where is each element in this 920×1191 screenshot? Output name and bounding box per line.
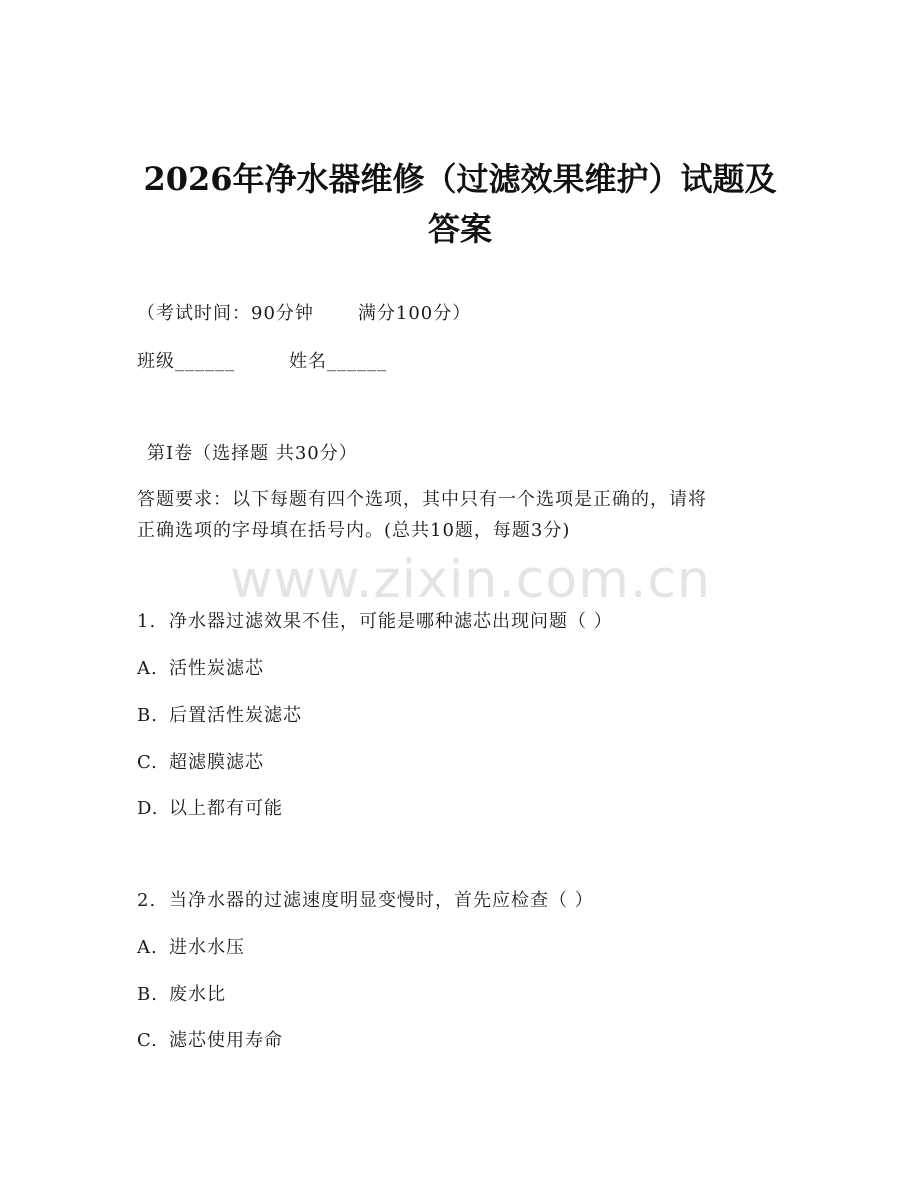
section-title: 第I卷（选择题 共30分） — [147, 443, 358, 464]
option-1d — [137, 797, 283, 821]
watermark: www.zixin.com.cn — [230, 550, 711, 610]
question-number: 2. — [137, 890, 157, 911]
question-text: 当净水器的过滤速度明显变慢时，首先应检查（ ） — [169, 890, 594, 911]
option-text: 超滤膜滤芯 — [169, 752, 264, 773]
exam-score: 满分100分） — [357, 303, 472, 324]
class-field: 班级______ — [137, 351, 235, 372]
option-letter: A. — [137, 937, 158, 958]
option-2a — [137, 936, 245, 960]
option-letter: B. — [137, 705, 158, 726]
question-1 — [137, 610, 613, 634]
option-letter: B. — [137, 984, 158, 1005]
exam-time: （考试时间：90分钟 — [137, 303, 314, 324]
name-field: 姓名______ — [289, 351, 387, 372]
option-letter: D. — [137, 798, 159, 819]
question-number: 1. — [137, 611, 157, 632]
option-1c — [137, 751, 264, 775]
option-1b — [137, 704, 302, 728]
question-text: 净水器过滤效果不佳，可能是哪种滤芯出现问题（ ） — [169, 611, 613, 632]
document-title-line-2: 答案 — [427, 210, 492, 248]
exam-info — [137, 302, 471, 326]
option-letter: C. — [137, 1030, 158, 1051]
answer-requirement-line-2: 正确选项的字母填在括号内。(总共10题，每题3分) — [137, 520, 571, 541]
option-1a — [137, 657, 264, 681]
answer-requirement-line-1: 答题要求：以下每题有四个选项，其中只有一个选项是正确的，请将 — [137, 489, 707, 510]
student-info — [137, 350, 387, 374]
option-2c — [137, 1029, 283, 1053]
option-text: 以上都有可能 — [169, 798, 283, 819]
option-text: 活性炭滤芯 — [169, 658, 264, 679]
option-text: 滤芯使用寿命 — [169, 1030, 283, 1051]
option-text: 进水水压 — [169, 937, 245, 958]
option-text: 后置活性炭滤芯 — [169, 705, 302, 726]
document-title-line-1: 2026年净水器维修（过滤效果维护）试题及 — [143, 160, 777, 198]
option-2b — [137, 983, 226, 1007]
question-2 — [137, 889, 594, 913]
option-letter: C. — [137, 752, 158, 773]
option-letter: A. — [137, 658, 158, 679]
option-text: 废水比 — [169, 984, 226, 1005]
